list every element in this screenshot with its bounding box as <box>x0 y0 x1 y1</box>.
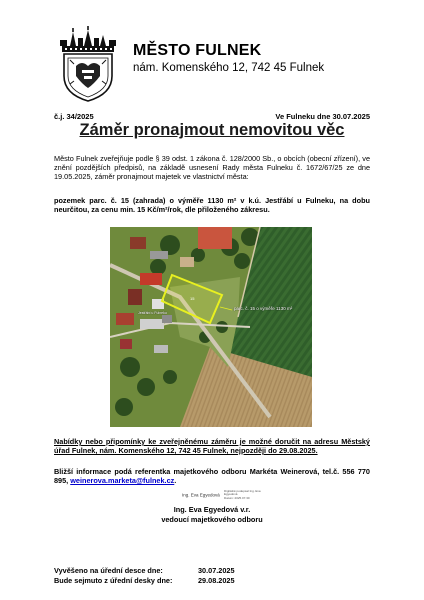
parcel-map <box>110 227 312 427</box>
contact-paragraph <box>54 467 370 485</box>
posted-label: Vyvěšeno na úřední desce dne: <box>54 566 163 575</box>
stamp-detail-1: Digitálně podepsal Ing. Eva <box>224 489 261 493</box>
svg-text:15: 15 <box>190 296 195 301</box>
posting-values <box>198 566 235 585</box>
contact-text-end: . <box>174 476 177 485</box>
signer-role: vedoucí majetkového odboru <box>161 514 263 524</box>
stamp-details <box>224 490 261 500</box>
stamp-name: Ing. Eva Egyedová <box>182 492 220 498</box>
document-date: Ve Fulneku dne 30.07.2025 <box>275 112 370 121</box>
contact-email-link[interactable]: weinerova.marketa@fulnek.cz <box>70 476 175 485</box>
signer-name: Ing. Eva Egyedová v.r. <box>173 505 251 514</box>
town-crest-icon <box>56 26 120 102</box>
posted-date: 30.07.2025 <box>198 566 235 575</box>
aerial-photo <box>110 227 312 427</box>
contact-text: Bližší informace podá referentka majetkového odboru Markéta Weinerová, tel.č. 556 770 895, <box>54 467 370 485</box>
intro-paragraph: Město Fulnek zveřejňuje podle § 39 odst. 1 zákona č. 128/2000 Sb., o obcích (obecní zřízení), ve znění pozdějších předpisů, na základě usnesení Rady města Fulneku č. 1672/67/25 ze dne 19.05.2025, záměr pronajmout majetek ve vlastnictví města: <box>54 154 370 181</box>
offers-paragraph: Nabídky nebo připomínky ke zveřejněnému záměru je možné doručit na adresu Městský úřad Fulnek, nám. Komenského 12, 742 45 Fulnek, nejpozději do 29.08.2025. <box>54 437 370 455</box>
stamp-detail-2: Egyedová <box>224 492 238 497</box>
stamp-detail-3: Datum: 2025.07.30 <box>224 495 250 500</box>
subject-paragraph: pozemek parc. č. 15 (zahrada) o výměře 1130 m² v k.ú. Jestřábí u Fulneku, na dobu neurčitou, za cenu min. 15 Kč/m²/rok, dle přiloženého zákresu. <box>54 196 370 214</box>
posting-labels <box>54 566 172 585</box>
parcel-label: parc. č. 15 o výměře 1130 m² <box>234 306 293 311</box>
town-name: MĚSTO FULNEK <box>133 42 262 59</box>
digital-signature-stamp <box>182 490 261 500</box>
removed-date: 29.08.2025 <box>198 575 235 585</box>
document-title: Záměr pronajmout nemovitou věc <box>79 121 345 139</box>
town-address: nám. Komenského 12, 742 45 Fulnek <box>133 62 325 74</box>
signer-block <box>0 505 424 524</box>
reference-number: č.j. 34/2025 <box>54 112 94 121</box>
removed-label: Bude sejmuto z úřední desky dne: <box>54 575 173 585</box>
house-label: Jestřábí u Fulneku <box>138 311 167 315</box>
